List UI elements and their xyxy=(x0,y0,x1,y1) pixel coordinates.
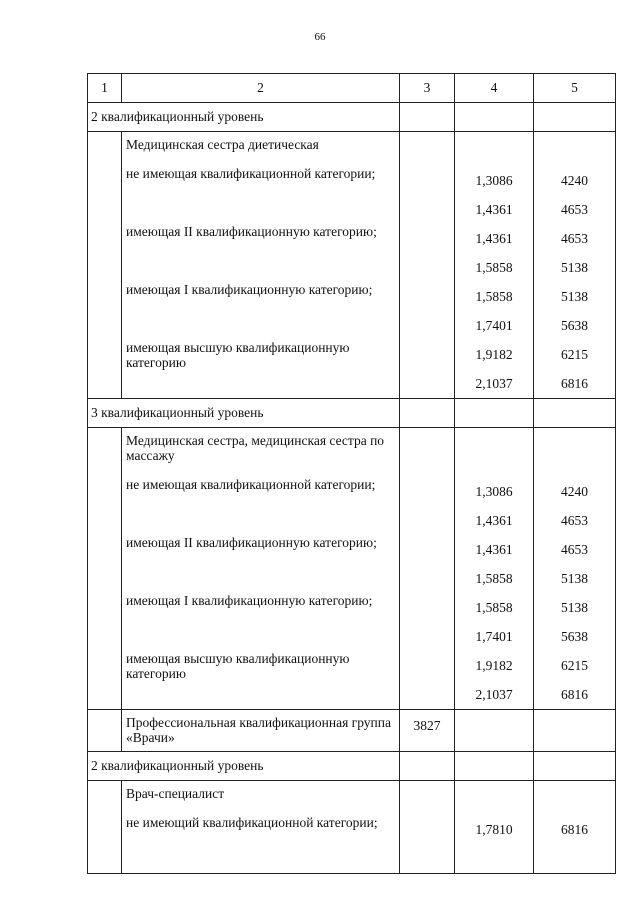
salary-value: 5138 xyxy=(561,260,588,275)
empty-cell xyxy=(400,132,455,399)
empty-cell xyxy=(534,752,616,781)
salary-value: 5638 xyxy=(561,629,588,644)
salary-value: 5138 xyxy=(561,289,588,304)
salary-value: 6215 xyxy=(561,347,588,362)
salary-cell xyxy=(534,781,616,874)
salary-value: 6816 xyxy=(561,822,588,837)
position-cell xyxy=(122,132,400,399)
position-cell xyxy=(122,428,400,710)
coefficient-value: 1,4361 xyxy=(475,542,513,557)
coefficient-cell xyxy=(455,132,534,399)
category-label: не имеющий квалификационной категории; xyxy=(126,815,378,830)
coefficient-cell xyxy=(455,428,534,710)
coefficient-value: 1,3086 xyxy=(475,484,513,499)
salary-cell xyxy=(534,132,616,399)
page-number: 66 xyxy=(314,31,326,43)
qualification-level-row xyxy=(88,103,616,132)
coefficient-column xyxy=(455,428,533,709)
category-label: не имеющая квалификационной категории; xyxy=(126,166,376,181)
group-cell xyxy=(122,710,400,752)
empty-cell xyxy=(455,710,534,752)
category-label: имеющая высшую квалификационную категорию xyxy=(126,651,350,681)
category-label: имеющая высшую квалификационную категорию xyxy=(126,340,350,370)
coefficient-value: 1,4361 xyxy=(475,231,513,246)
group-code-cell xyxy=(400,710,455,752)
salary-column xyxy=(534,428,615,709)
salary-value: 6816 xyxy=(561,687,588,702)
empty-cell xyxy=(400,752,455,781)
coefficient-value: 2,1037 xyxy=(475,376,513,391)
position-cell xyxy=(122,781,400,874)
empty-cell xyxy=(534,103,616,132)
group-code: 3827 xyxy=(413,718,441,733)
header-cell: 2 xyxy=(122,74,400,103)
category-label: имеющая I квалификационную категорию; xyxy=(126,593,373,608)
category-label: имеющая I квалификационную категорию; xyxy=(126,282,373,297)
position-content xyxy=(122,132,399,398)
header-cell: 4 xyxy=(455,74,534,103)
position-block-row xyxy=(88,428,616,710)
coefficient-value: 2,1037 xyxy=(475,687,513,702)
coefficient-value: 1,5858 xyxy=(475,571,513,586)
salary-column xyxy=(534,132,615,398)
category-label: не имеющая квалификационной категории; xyxy=(126,477,376,492)
qualification-level-label: 2 квалификационный уровень xyxy=(88,103,400,132)
salary-value: 6816 xyxy=(561,376,588,391)
empty-cell xyxy=(455,103,534,132)
header-cell: 5 xyxy=(534,74,616,103)
coefficient-value: 1,4361 xyxy=(475,513,513,528)
empty-cell xyxy=(400,781,455,874)
empty-cell xyxy=(88,132,122,399)
position-content xyxy=(122,428,399,709)
coefficient-value: 1,5858 xyxy=(475,260,513,275)
salary-value: 5138 xyxy=(561,600,588,615)
empty-cell xyxy=(400,103,455,132)
position-block-row xyxy=(88,781,616,874)
coefficient-column xyxy=(455,781,533,873)
coefficient-column xyxy=(455,132,533,398)
coefficient-cell xyxy=(455,781,534,874)
coefficient-value xyxy=(455,844,533,873)
qualification-level-row xyxy=(88,399,616,428)
header-cell: 3 xyxy=(400,74,455,103)
qualification-level-row xyxy=(88,752,616,781)
empty-cell xyxy=(88,710,122,752)
position-content xyxy=(122,781,399,873)
salary-value xyxy=(534,844,615,873)
coefficient-value: 1,7810 xyxy=(475,822,513,837)
empty-cell xyxy=(400,399,455,428)
qualification-level-label: 2 квалификационный уровень xyxy=(88,752,400,781)
coefficient-value: 1,9182 xyxy=(475,347,513,362)
salary-value: 4240 xyxy=(561,484,588,499)
empty-cell xyxy=(455,399,534,428)
coefficient-value: 1,7401 xyxy=(475,318,513,333)
position-title: Медицинская сестра, медицинская сестра по массажу xyxy=(126,433,385,463)
salary-cell xyxy=(534,428,616,710)
salary-value: 4240 xyxy=(561,173,588,188)
qualification-group-row xyxy=(88,710,616,752)
empty-cell xyxy=(400,428,455,710)
category-label: имеющая II квалификационную категорию; xyxy=(126,535,377,550)
coefficient-value: 1,9182 xyxy=(475,658,513,673)
salary-value: 4653 xyxy=(561,231,588,246)
coefficient-value: 1,4361 xyxy=(475,202,513,217)
position-block-row xyxy=(88,132,616,399)
salary-value: 5138 xyxy=(561,571,588,586)
salary-table xyxy=(87,73,616,874)
coefficient-value: 1,7401 xyxy=(475,629,513,644)
empty-cell xyxy=(88,781,122,874)
coefficient-value: 1,3086 xyxy=(475,173,513,188)
salary-value: 4653 xyxy=(561,542,588,557)
empty-cell xyxy=(534,399,616,428)
salary-value: 4653 xyxy=(561,513,588,528)
qualification-level-label: 3 квалификационный уровень xyxy=(88,399,400,428)
salary-value: 4653 xyxy=(561,202,588,217)
table-header-row xyxy=(88,74,616,103)
group-label: Профессиональная квалификационная группа «Врачи» xyxy=(126,715,391,745)
salary-value: 5638 xyxy=(561,318,588,333)
salary-column xyxy=(534,781,615,873)
position-title: Медицинская сестра диетическая xyxy=(126,137,319,152)
position-title: Врач-специалист xyxy=(126,786,225,801)
coefficient-value: 1,5858 xyxy=(475,600,513,615)
salary-value: 6215 xyxy=(561,658,588,673)
empty-cell xyxy=(455,752,534,781)
coefficient-value: 1,5858 xyxy=(475,289,513,304)
empty-cell xyxy=(534,710,616,752)
empty-cell xyxy=(88,428,122,710)
header-cell: 1 xyxy=(88,74,122,103)
category-label: имеющая II квалификационную категорию; xyxy=(126,224,377,239)
